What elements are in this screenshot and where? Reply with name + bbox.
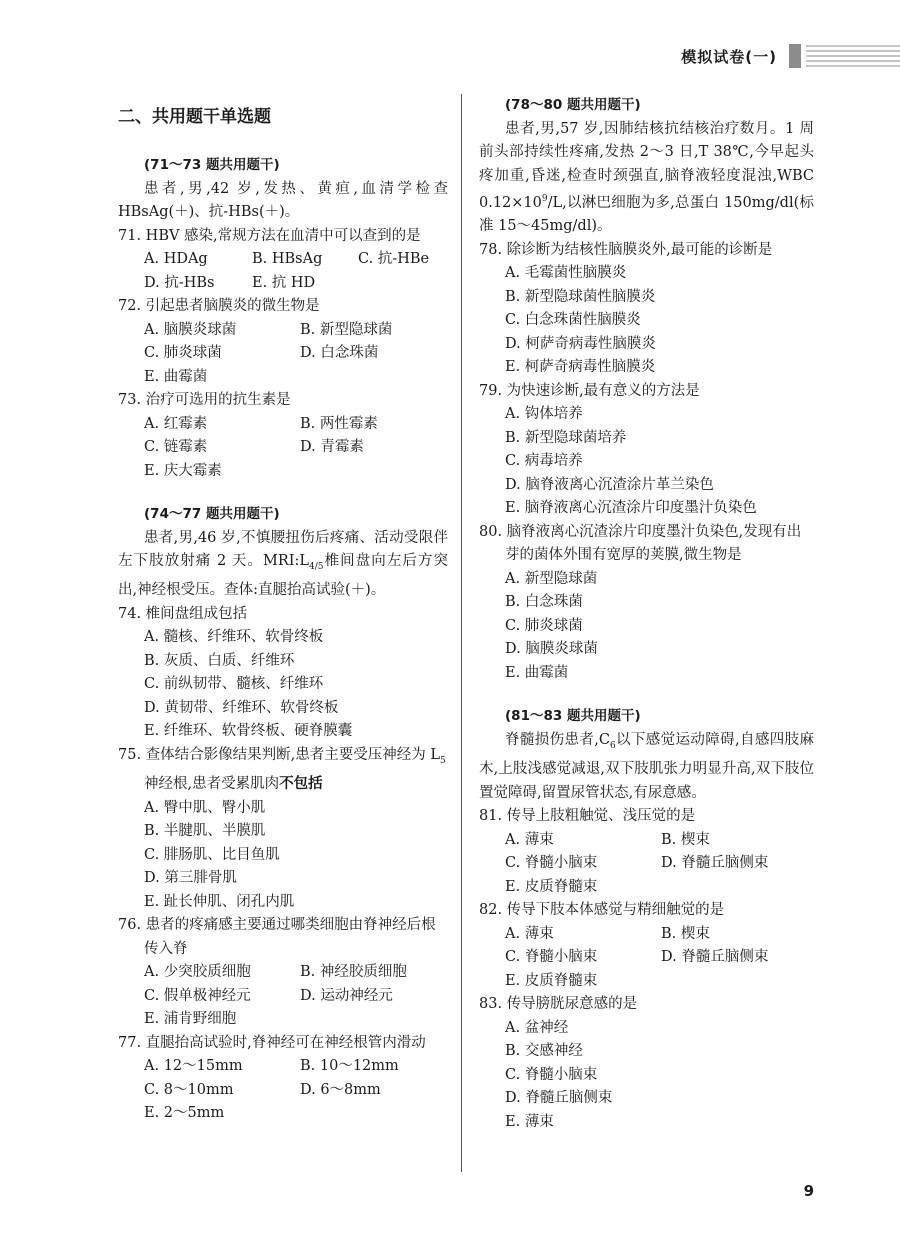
- question-stem: 72. 引起患者脑膜炎的微生物是: [118, 298, 320, 314]
- option-d[interactable]: D. 青霉素: [300, 439, 364, 455]
- option-e[interactable]: E. 2～5mm: [144, 1105, 225, 1122]
- option-a[interactable]: A. 薄束: [505, 831, 554, 848]
- question-76: [118, 914, 448, 1032]
- question-stem: 81. 传导上肢粗触觉、浅压觉的是: [479, 808, 696, 825]
- column-divider: [461, 94, 462, 1172]
- option-d[interactable]: D. 脑膜炎球菌: [505, 641, 598, 658]
- option-d[interactable]: D. 抗-HBs: [144, 274, 215, 291]
- option-b[interactable]: B. 新型隐球菌: [300, 321, 393, 338]
- option-a[interactable]: A. 薄束: [505, 925, 554, 942]
- option-a[interactable]: A. 12～15mm: [144, 1058, 243, 1075]
- question-74: [118, 603, 448, 744]
- option-e[interactable]: E. 皮质脊髓束: [505, 972, 598, 989]
- header-decoration-lines: [806, 45, 900, 69]
- option-b[interactable]: B. 白念珠菌: [505, 594, 583, 611]
- option-c[interactable]: C. 脊髓小脑束: [505, 855, 598, 872]
- option-b[interactable]: B. HBsAg: [252, 251, 323, 267]
- option-b[interactable]: B. 楔束: [661, 925, 710, 942]
- question-stem: 73. 治疗可选用的抗生素是: [118, 392, 291, 408]
- group-stem-74-77: 患者,男,46 岁,不慎腰扭伤后疼痛、活动受限伴左下肢放射痛 2 天。$MRI:L_{4/5}$椎间盘向左后方突出,神经根受压。查体:直腿抬高试验(＋)。: [118, 529, 449, 599]
- group-stem-78-80: 患者,男,57 岁,因肺结核抗结核治疗数月。1 周前头部持续性疼痛,发热 2～3 日,T 38℃,今早起头疼加重,昏迷,检查时颈强直,脑脊液轻度混浊,WBC $0.12\times 10^9/L$,以淋巴细胞为多,总蛋白 150mg/dl(标准 15～45mg/dl)。: [479, 120, 814, 235]
- option-d[interactable]: D. 脑脊液离心沉渣涂片革兰染色: [505, 476, 714, 493]
- option-e[interactable]: E. 趾长伸肌、闭孔内肌: [144, 893, 295, 910]
- option-d[interactable]: D. 第三腓骨肌: [144, 870, 237, 887]
- option-c[interactable]: C. 白念珠菌性脑膜炎: [505, 312, 641, 329]
- option-e[interactable]: E. 曲霉菌: [144, 368, 208, 385]
- option-d[interactable]: D. 白念珠菌: [300, 345, 379, 361]
- option-a[interactable]: A. 少突胶质细胞: [144, 964, 251, 981]
- option-c[interactable]: C. 腓肠肌、比目鱼肌: [144, 846, 280, 863]
- option-b[interactable]: B. 新型隐球菌培养: [505, 429, 627, 446]
- option-a[interactable]: A. 新型隐球菌: [505, 570, 598, 587]
- option-a[interactable]: A. 臀中肌、臀小肌: [144, 799, 266, 816]
- option-c[interactable]: C. 抗-HBe: [358, 251, 430, 267]
- option-a[interactable]: A. 钩体培养: [505, 406, 583, 423]
- option-d[interactable]: D. 6～8mm: [300, 1081, 381, 1098]
- group-stem-71-73: 患者,男,42 岁,发热、黄疸,血清学检查HBsAg(＋)、抗-HBs(＋)。: [118, 180, 448, 220]
- question-stem: 82. 传导下肢本体感觉与精细触觉的是: [479, 902, 725, 919]
- question-80: [479, 521, 814, 686]
- question-stem: 79. 为快速诊断,最有意义的方法是: [479, 382, 700, 399]
- option-d[interactable]: D. 脊髓丘脑侧束: [661, 949, 769, 966]
- question-stem: 77. 直腿抬高试验时,脊神经可在神经根管内滑动: [118, 1034, 426, 1051]
- question-stem: 83. 传导膀胱尿意感的是: [479, 996, 638, 1013]
- option-a[interactable]: A. 毛霉菌性脑膜炎: [505, 265, 627, 282]
- option-e[interactable]: E. 薄束: [505, 1113, 554, 1130]
- option-a[interactable]: A. 脑膜炎球菌: [144, 321, 237, 338]
- option-b[interactable]: B. 交感神经: [505, 1043, 583, 1060]
- group-title-74-77: (74～77 题共用题干): [144, 506, 280, 522]
- question-78: [479, 239, 814, 380]
- group-title-71-73: (71～73 题共用题干): [144, 157, 280, 173]
- question-77: [118, 1032, 448, 1126]
- page-header-title: 模拟试卷(一): [681, 48, 777, 66]
- option-e[interactable]: E. 纤维环、软骨终板、硬脊膜囊: [144, 723, 353, 740]
- question-82: [479, 899, 814, 993]
- option-d[interactable]: D. 柯萨奇病毒性脑膜炎: [505, 335, 656, 352]
- option-e[interactable]: E. 浦肯野细胞: [144, 1011, 237, 1028]
- left-column: [118, 102, 448, 1126]
- question-81: [479, 805, 814, 899]
- option-e[interactable]: E. 皮质脊髓束: [505, 878, 598, 895]
- question-stem: 75. 查体结合影像结果判断,患者主要受压神经为 $L_5$神经根,患者受累肌肉不包括: [118, 746, 446, 793]
- option-b[interactable]: B. 两性霉素: [300, 415, 378, 432]
- question-83: [479, 993, 814, 1134]
- question-79: [479, 380, 814, 521]
- option-c[interactable]: C. 8～10mm: [144, 1081, 234, 1098]
- option-a[interactable]: A. 红霉素: [144, 415, 208, 432]
- option-d[interactable]: D. 运动神经元: [300, 987, 393, 1004]
- option-e[interactable]: E. 抗 HD: [252, 274, 316, 291]
- option-c[interactable]: C. 假单极神经元: [144, 987, 251, 1004]
- question-stem: 71. HBV 感染,常规方法在血清中可以查到的是: [118, 227, 421, 244]
- option-c[interactable]: C. 肺炎球菌: [505, 617, 583, 634]
- group-stem-81-83: 脊髓损伤患者$,C_6$以下感觉运动障碍,自感四肢麻木,上肢浅感觉减退,双下肢肌张力明显升高,双下肢位置觉障碍,留置尿管状态,有尿意感。: [479, 731, 815, 801]
- option-b[interactable]: B. 新型隐球菌性脑膜炎: [505, 288, 656, 305]
- option-b[interactable]: B. 楔束: [661, 831, 710, 848]
- option-c[interactable]: C. 肺炎球菌: [144, 345, 222, 361]
- question-stem: 78. 除诊断为结核性脑膜炎外,最可能的诊断是: [479, 241, 773, 258]
- option-e[interactable]: E. 庆大霉素: [144, 462, 222, 479]
- question-stem: 80. 脑脊液离心沉渣涂片印度墨汁负染色,发现有出芽的菌体外围有宽厚的荚膜,微生物是: [479, 523, 802, 564]
- page-number: 9: [803, 1182, 814, 1200]
- question-73: [118, 389, 448, 483]
- option-d[interactable]: D. 黄韧带、纤维环、软骨终板: [144, 699, 339, 716]
- option-e[interactable]: E. 脑脊液离心沉渣涂片印度墨汁负染色: [505, 500, 757, 517]
- option-a[interactable]: A. HDAg: [144, 251, 208, 267]
- group-title-78-80: (78～80 题共用题干): [505, 97, 641, 113]
- question-stem: 74. 椎间盘组成包括: [118, 605, 248, 622]
- option-e[interactable]: E. 曲霉菌: [505, 664, 569, 681]
- option-b[interactable]: B. 半腱肌、半膜肌: [144, 823, 266, 840]
- option-c[interactable]: C. 脊髓小脑束: [505, 949, 598, 966]
- header-decoration-block: [789, 44, 801, 68]
- option-b[interactable]: B. 灰质、白质、纤维环: [144, 652, 295, 669]
- option-a[interactable]: A. 髓核、纤维环、软骨终板: [144, 629, 324, 646]
- option-d[interactable]: D. 脊髓丘脑侧束: [505, 1090, 613, 1107]
- question-stem: 76. 患者的疼痛感主要通过哪类细胞由脊神经后根传入脊: [118, 917, 436, 957]
- option-a[interactable]: A. 盆神经: [505, 1019, 569, 1036]
- right-column: [479, 94, 814, 1134]
- option-d[interactable]: D. 脊髓丘脑侧束: [661, 855, 769, 872]
- group-title-81-83: (81～83 题共用题干): [505, 708, 641, 725]
- option-e[interactable]: E. 柯萨奇病毒性脑膜炎: [505, 359, 656, 376]
- option-c[interactable]: C. 脊髓小脑束: [505, 1066, 598, 1083]
- section-title: 二、共用题干单选题: [118, 107, 271, 127]
- option-c[interactable]: C. 链霉素: [144, 439, 208, 455]
- option-c[interactable]: C. 病毒培养: [505, 453, 583, 470]
- question-75: [118, 744, 448, 914]
- question-72: [118, 295, 448, 389]
- option-c[interactable]: C. 前纵韧带、髓核、纤维环: [144, 676, 324, 693]
- question-71: [118, 225, 448, 296]
- option-b[interactable]: B. 神经胶质细胞: [300, 964, 407, 981]
- option-b[interactable]: B. 10～12mm: [300, 1058, 399, 1075]
